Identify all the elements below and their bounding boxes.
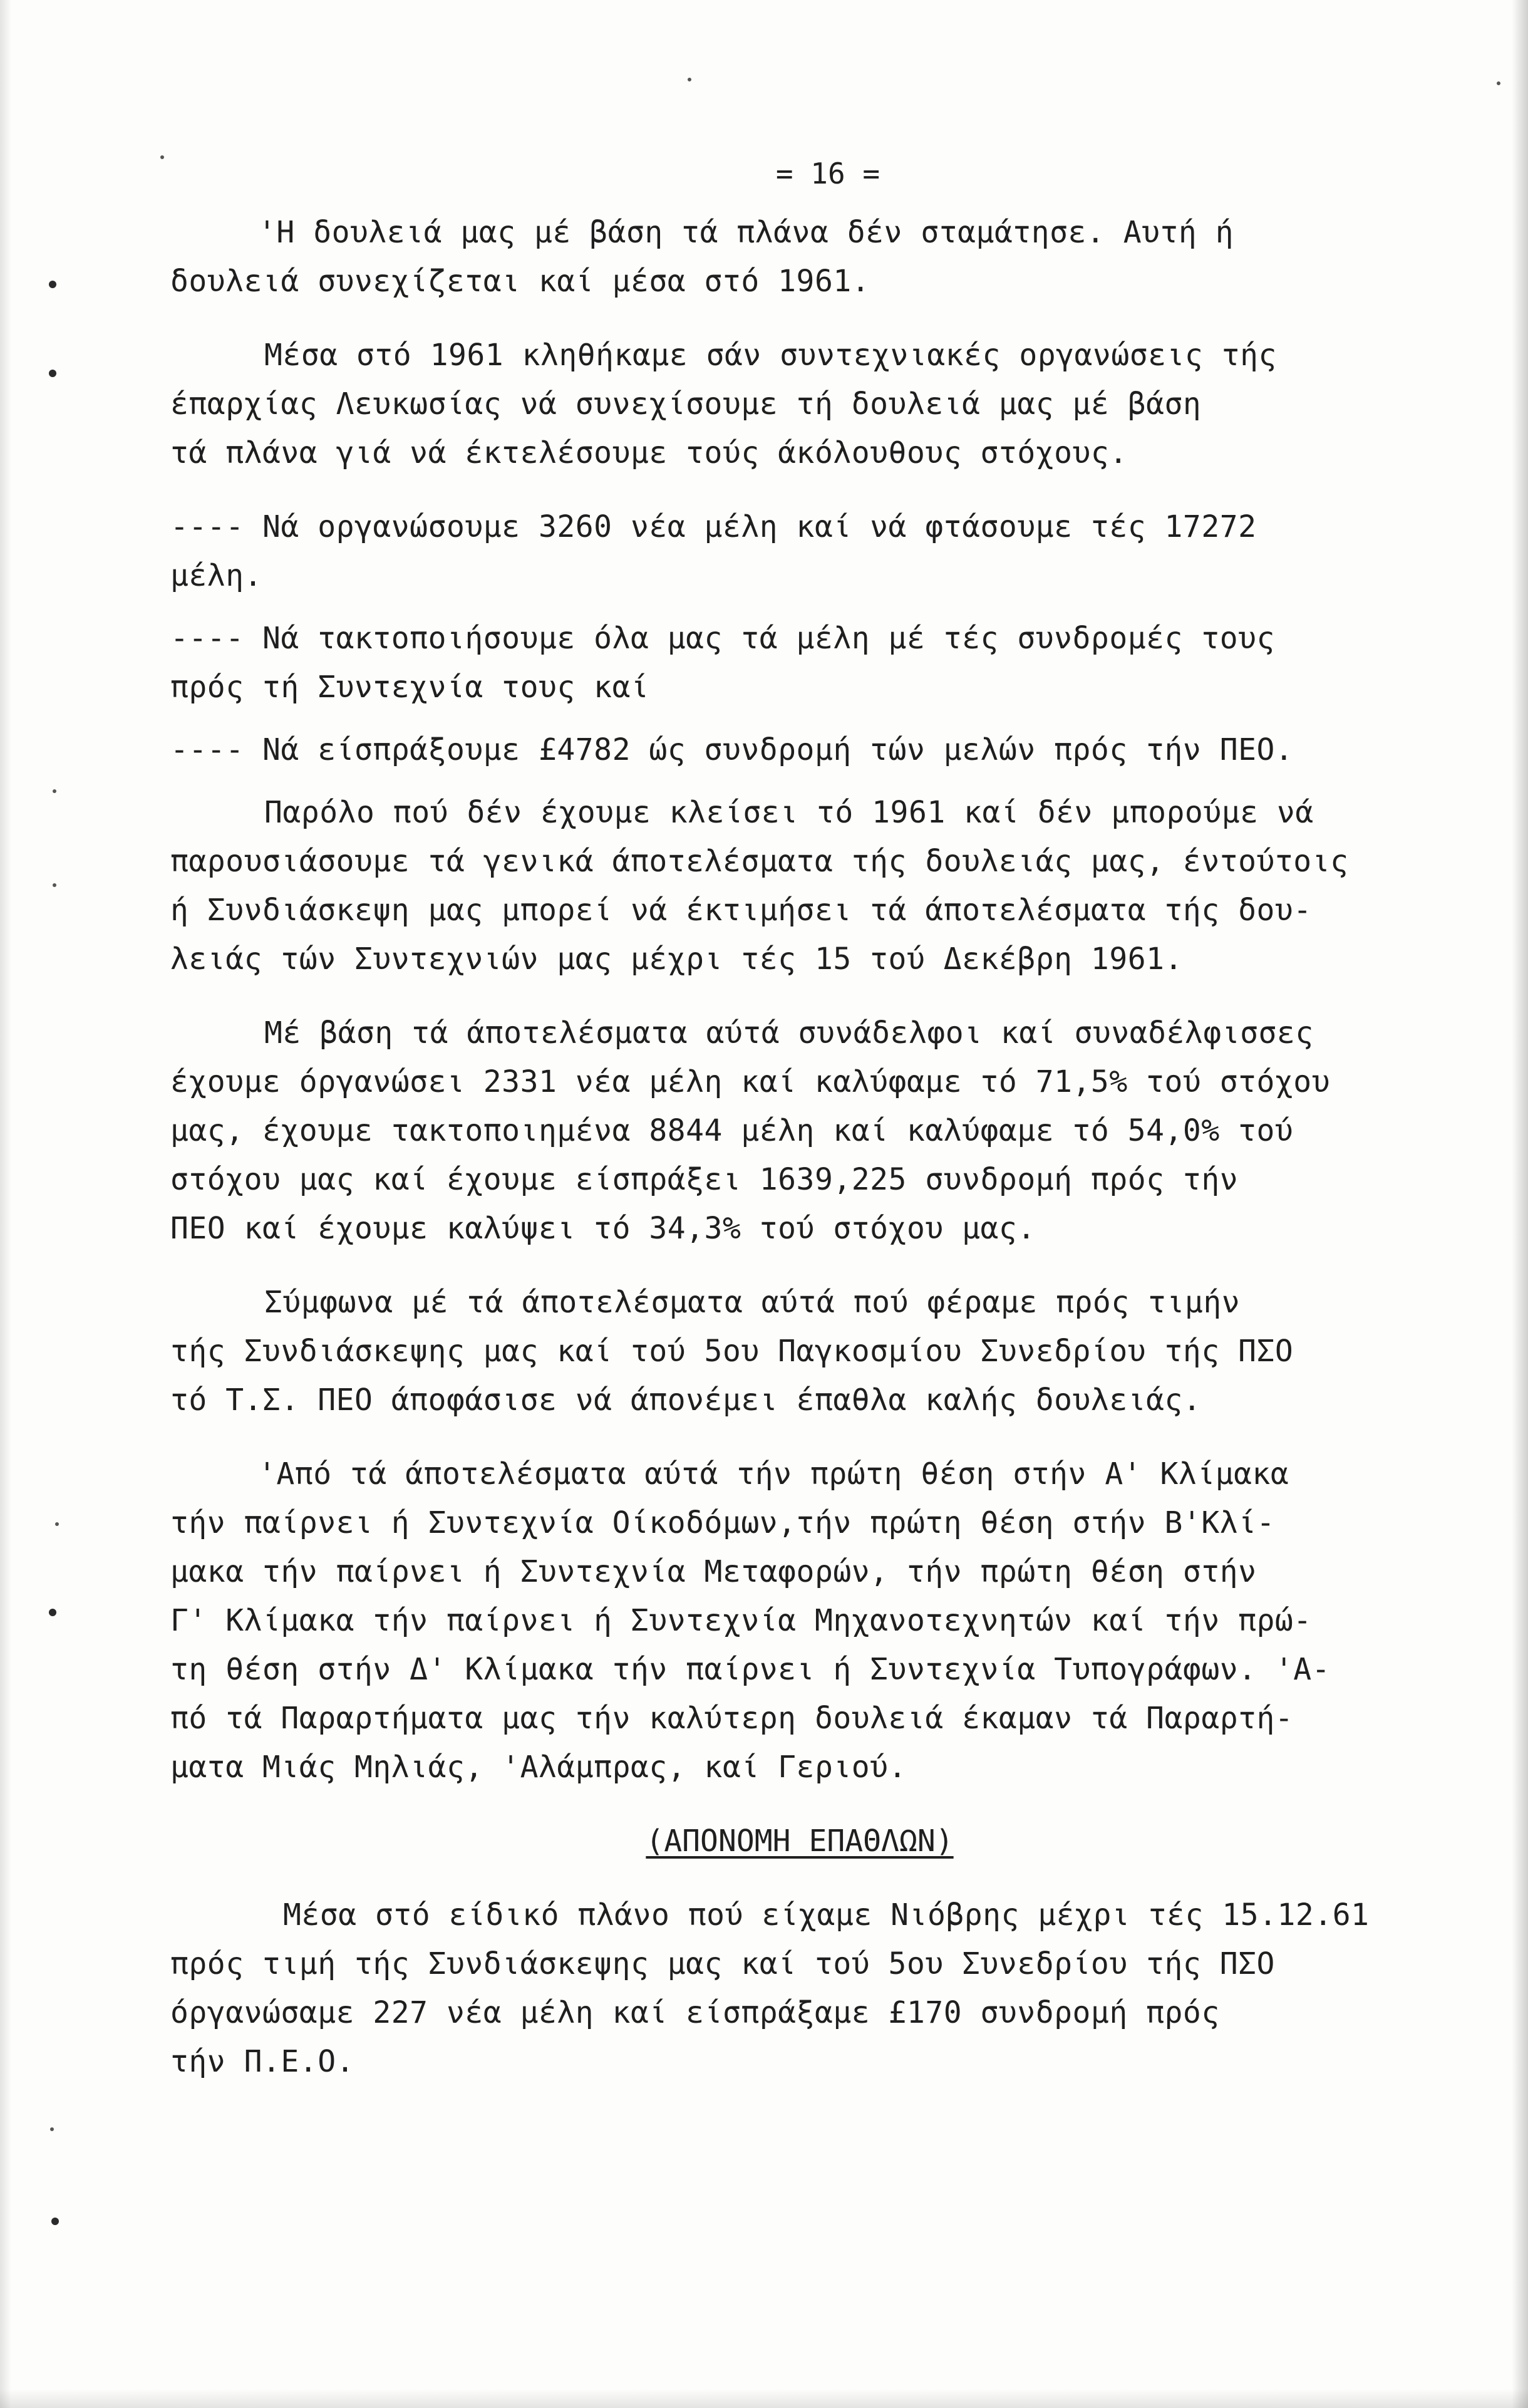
scan-mark	[49, 1609, 56, 1616]
paragraph-line: όργανώσαμε 227 νέα μέλη καί είσπράξαμε £170 συνδρομή πρός	[170, 1995, 1220, 2030]
paragraph-line: πρός τή Συντεχνία τους καί	[170, 670, 649, 705]
paragraph-line: Γ' Κλίμακα τήν παίρνει ή Συντεχνία Μηχανοτεχνητών καί τήν πρώ-	[170, 1603, 1312, 1638]
paragraph-line: Μέσα στό είδικό πλάνο πού είχαμε Νιόβρης μέχρι τές 15.12.61	[283, 1897, 1370, 1933]
paragraph-line: παρουσιάσουμε τά γενικά άποτελέσματα τής δουλειάς μας, έντούτοις	[170, 844, 1349, 879]
scan-mark	[49, 370, 56, 377]
scan-speck	[53, 883, 56, 887]
paragraph-line: πρός τιμή τής Συνδιάσκεψης μας καί τού 5ου Συνεδρίου τής ΠΣΟ	[170, 1946, 1275, 1981]
paragraph-line: τά πλάνα γιά νά έκτελέσουμε τούς άκόλουθους στόχους.	[170, 435, 1128, 470]
document-body	[170, 157, 1429, 2100]
paragraph	[170, 331, 1429, 477]
paragraph-line: στόχου μας καί έχουμε είσπράξει 1639,225 συνδρομή πρός τήν	[170, 1162, 1239, 1197]
scan-speck	[50, 2127, 54, 2131]
paragraph-line: ---- Νά τακτοποιήσουμε όλα μας τά μέλη μέ τές συνδρομές τους	[170, 621, 1275, 656]
paragraph-line: έπαρχίας Λευκωσίας νά συνεχίσουμε τή δουλειά μας μέ βάση	[170, 387, 1202, 422]
paragraph-line: τό Τ.Σ. ΠΕΟ άποφάσισε νά άπονέμει έπαθλα καλής δουλειάς.	[170, 1383, 1202, 1418]
target-item	[170, 614, 1429, 712]
paragraph-line: τήν παίρνει ή Συντεχνία Οίκοδόμων,τήν πρώτη θέση στήν Β'Κλί-	[170, 1505, 1275, 1540]
paragraph	[170, 1278, 1429, 1425]
section-heading	[170, 1817, 1429, 1866]
scan-speck	[688, 78, 691, 81]
paragraph-line: δουλειά συνεχίζεται καί μέσα στό 1961.	[170, 264, 870, 299]
paragraph	[170, 1009, 1429, 1253]
scan-edge-left	[0, 0, 11, 2408]
paragraph-line: ---- Νά οργανώσουμε 3260 νέα μέλη καί νά φτάσουμε τές 17272	[170, 509, 1257, 544]
paragraph-line: ματα Μιάς Μηλιάς, 'Αλάμπρας, καί Γεριού.	[170, 1750, 907, 1785]
paragraph-line: τήν Π.Ε.Ο.	[170, 2044, 354, 2079]
paragraph-line: τής Συνδιάσκεψης μας καί τού 5ου Παγκοσμίου Συνεδρίου τής ΠΣΟ	[170, 1334, 1294, 1369]
scan-speck	[53, 789, 56, 793]
page-number: = 16 =	[775, 157, 880, 190]
paragraph-line: μέλη.	[170, 558, 262, 593]
section-heading-text: (ΑΠΟΝΟΜΗ ΕΠΑΘΛΩΝ)	[646, 1824, 954, 1859]
paragraph-line: Σύμφωνα μέ τά άποτελέσματα αύτά πού φέραμε πρός τιμήν	[264, 1285, 1241, 1320]
paragraph-line: Μέσα στό 1961 κληθήκαμε σάν συντεχνιακές οργανώσεις τής	[264, 338, 1277, 373]
paragraph	[170, 1891, 1429, 2086]
paragraph-line: τη θέση στήν Δ' Κλίμακα τήν παίρνει ή Συντεχνία Τυπογράφων. 'Α-	[170, 1652, 1331, 1687]
scan-speck	[160, 155, 164, 159]
paragraph-line: Παρόλο πού δέν έχουμε κλείσει τό 1961 καί δέν μπορούμε νά	[264, 795, 1314, 830]
scan-mark	[49, 281, 56, 288]
scan-edge-right	[1512, 0, 1528, 2408]
paragraph-line: λειάς τών Συντεχνιών μας μέχρι τές 15 τού Δεκέβρη 1961.	[170, 942, 1183, 977]
paragraph-line: μακα τήν παίρνει ή Συντεχνία Μεταφορών, τήν πρώτη θέση στήν	[170, 1554, 1257, 1589]
paragraph-line: 'Η δουλειά μας μέ βάση τά πλάνα δέν σταμάτησε. Αυτή ή	[258, 215, 1234, 250]
paragraph-line: Μέ βάση τά άποτελέσματα αύτά συνάδελφοι καί συναδέλφισσες	[264, 1015, 1314, 1051]
paragraph-line: ΠΕΟ καί έχουμε καλύψει τό 34,3% τού στόχου μας.	[170, 1211, 1036, 1246]
paragraph-line: 'Από τά άποτελέσματα αύτά τήν πρώτη θέση στήν Α' Κλίμακα	[258, 1456, 1289, 1492]
scan-speck	[1497, 81, 1500, 85]
paragraph-line: έχουμε όργανώσει 2331 νέα μέλη καί καλύφαμε τό 71,5% τού στόχου	[170, 1064, 1331, 1099]
scan-mark	[51, 2218, 59, 2225]
paragraph-line: ---- Νά είσπράξουμε £4782 ώς συνδρομή τών μελών πρός τήν ΠΕΟ.	[170, 732, 1294, 767]
paragraph-line: ή Συνδιάσκεψη μας μπορεί νά έκτιμήσει τά άποτελέσματα τής δου-	[170, 893, 1312, 928]
paragraph-line: μας, έχουμε τακτοποιημένα 8844 μέλη καί καλύφαμε τό 54,0% τού	[170, 1113, 1294, 1148]
paragraph	[170, 208, 1429, 306]
paragraph-line: πό τά Παραρτήματα μας τήν καλύτερη δουλειά έκαμαν τά Παραρτή-	[170, 1701, 1294, 1736]
paragraph	[170, 1450, 1429, 1792]
scan-edge-bottom	[0, 2389, 1528, 2408]
paragraph	[170, 788, 1429, 983]
target-item	[170, 502, 1429, 600]
scan-speck	[55, 1522, 59, 1526]
target-item	[170, 725, 1429, 774]
